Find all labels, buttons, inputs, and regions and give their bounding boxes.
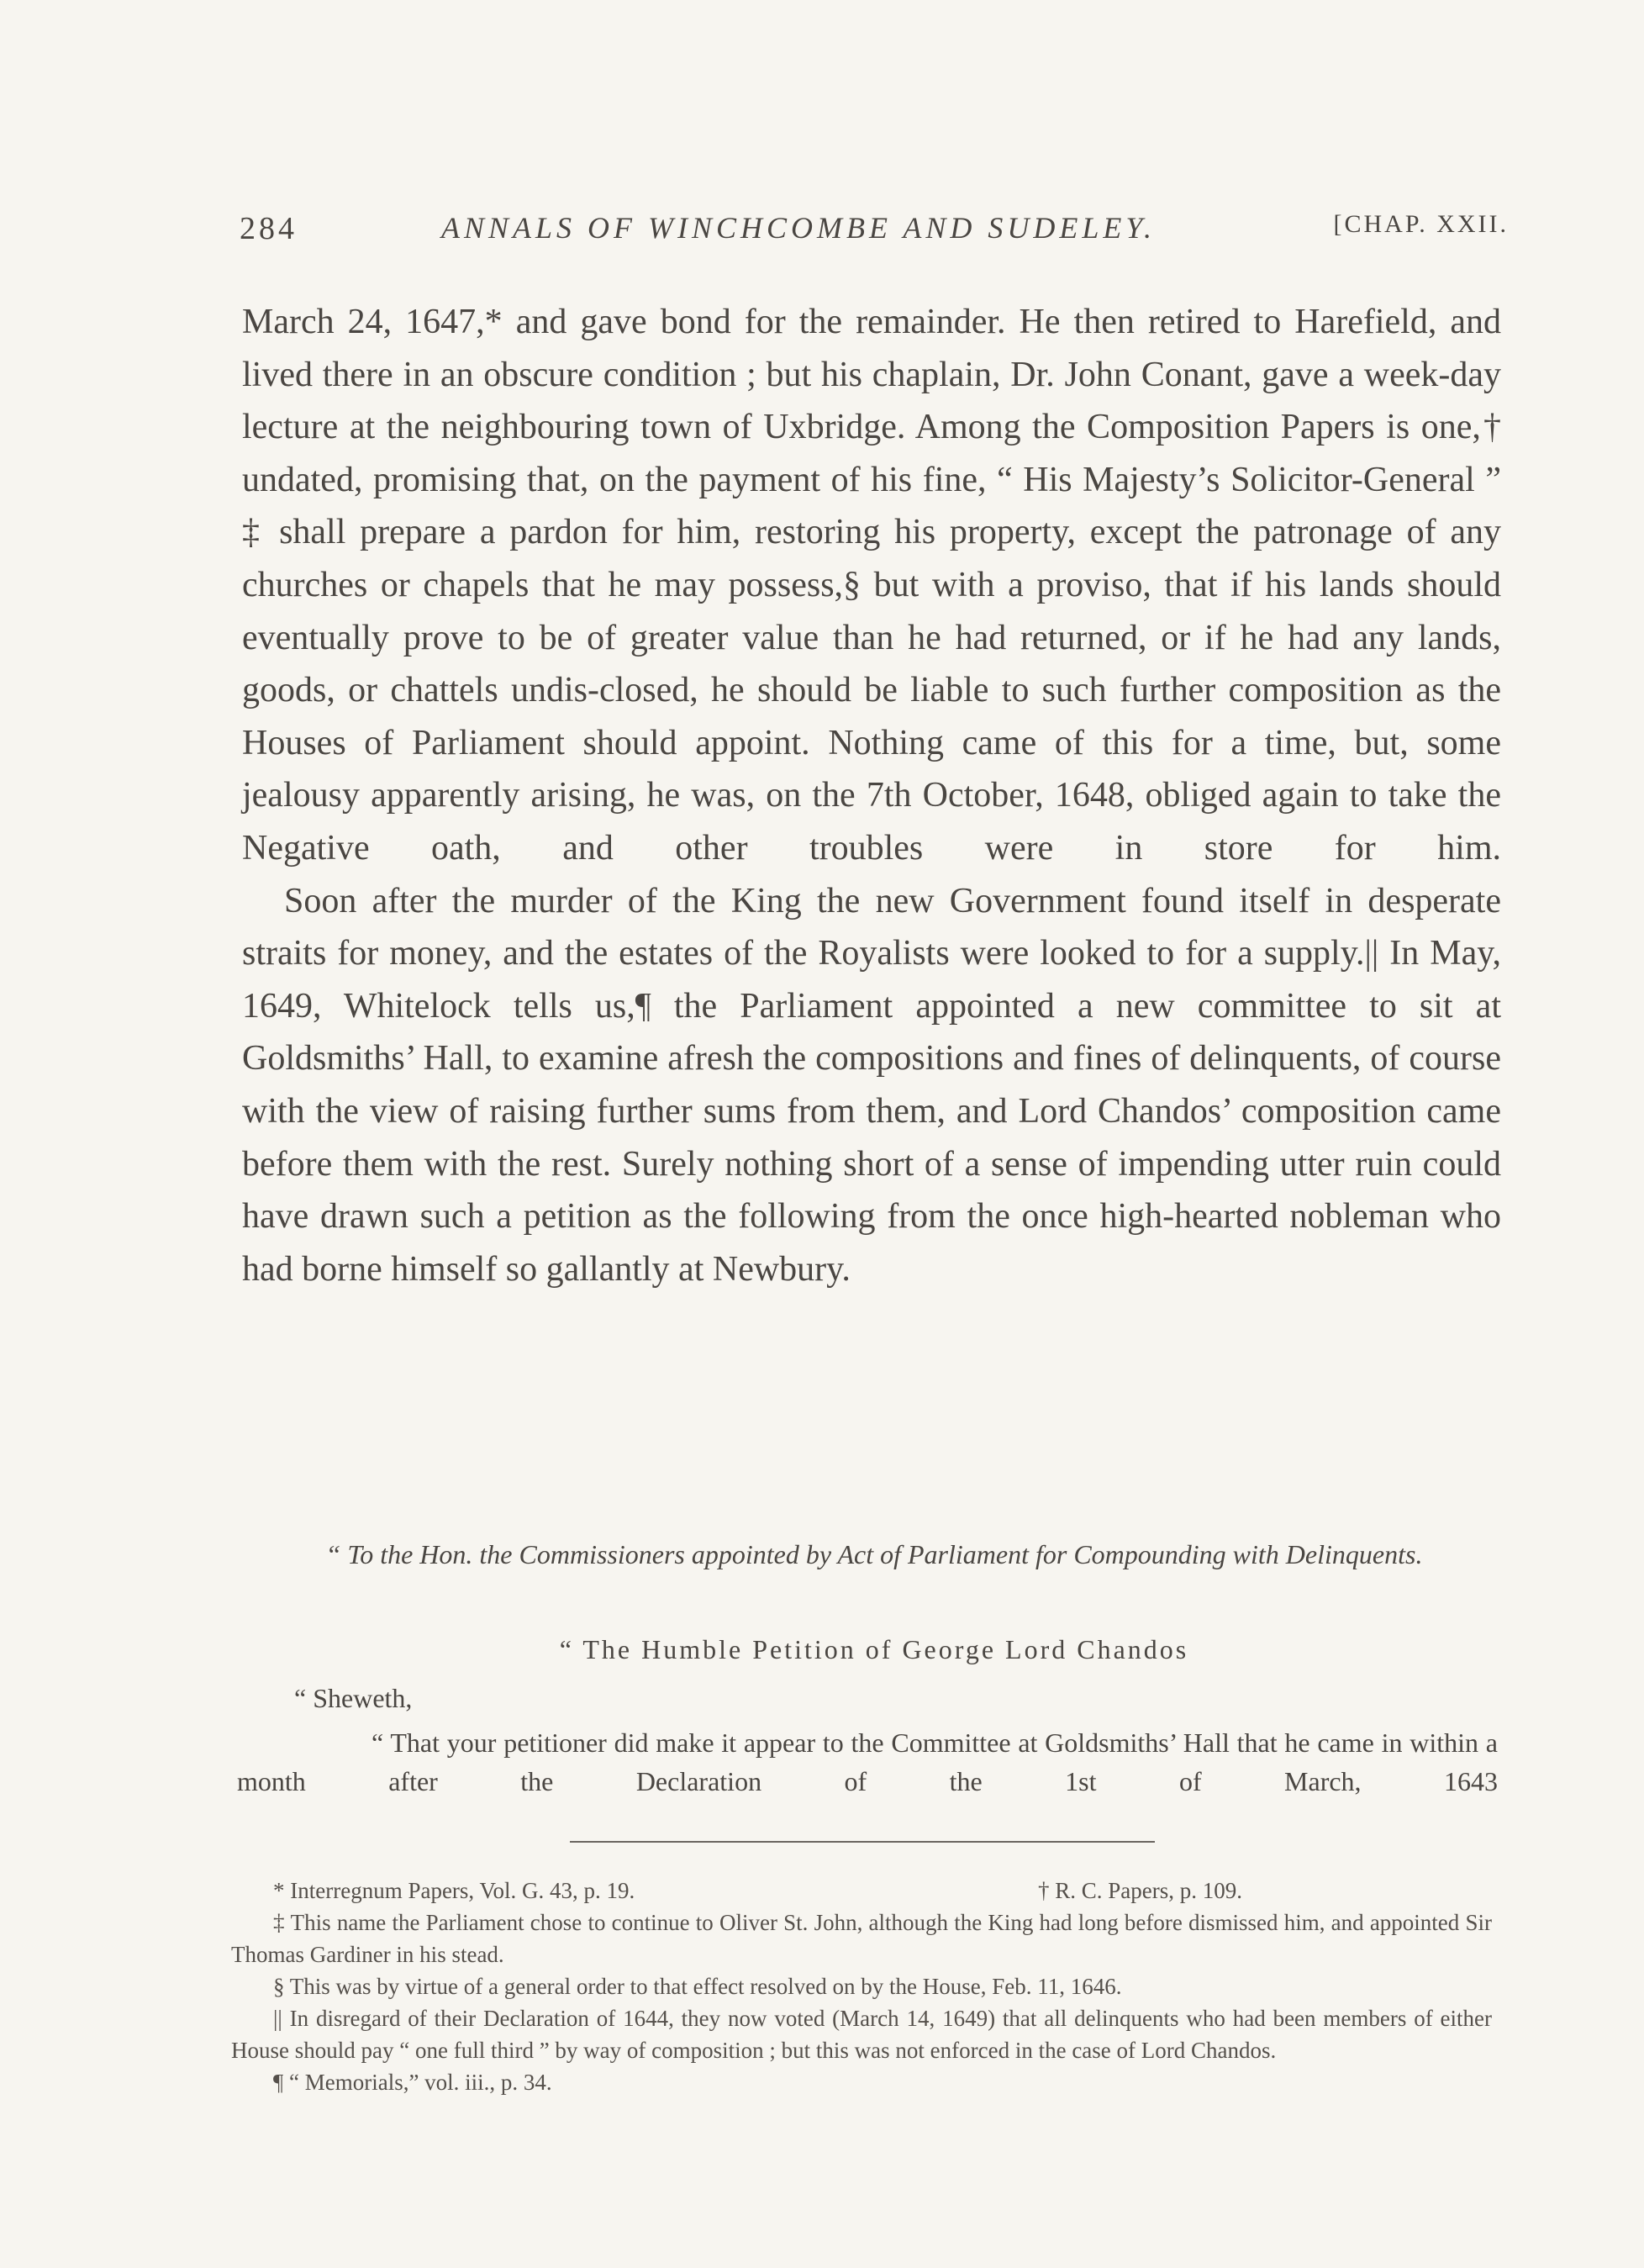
running-header — [240, 210, 1509, 261]
footnote: § This was by virtue of a general order to that effect resolved on by the House, Feb. 11, 1646. — [273, 1974, 1122, 1999]
paragraph: March 24, 1647,* and gave bond for the remainder. He then retired to Harefield, and lived there in an obscure condition ; but his chaplain, Dr. John Conant, gave a week-day lecture at the neighbouring town of Uxbridge. Among the Composition Papers is one,† undated, promising that, on the payment of his fine, “ His Majesty’s Solicitor-General ” ‡ shall prepare a pardon for him, restoring his property, except the patronage of any churches or chapels that he may possess,§ but with a proviso, that if his lands should eventually prove to be of greater value than he had returned, or if he had any lands, goods, or chattels undis-closed, he should be liable to such further composition as the Houses of Parliament should appoint. Nothing came of this for a time, but, some jealousy apparently arising, he was, on the 7th October, 1648, obliged again to take the Negative oath, and other troubles were in store for him. — [242, 303, 1501, 868]
footnote: ‡ This name the Parliament chose to continue to Oliver St. John, although the King had long before dismissed him, and appointed Sir Thomas Gardiner in his stead. — [231, 1910, 1492, 1967]
petition-heading: “ To the Hon. the Commissioners appointed by Act of Parliament for Compounding with Delinquents. — [325, 1539, 1423, 1569]
page-number: 284 — [240, 211, 298, 246]
footnotes — [231, 1875, 1492, 2098]
footnote-row — [231, 1875, 1492, 1907]
paragraph: Soon after the murder of the King the new Government found itself in desperate straits for money, and the estates of the Royalists were looked to for a supply.|| In May, 1649, Whitelock tells us,¶ the Parliament appointed a new committee to sit at Goldsmiths’ Hall, to examine afresh the compositions and fines of delinquents, of course with the view of raising further sums from them, and Lord Chandos’ composition came before them with the rest. Surely nothing short of a sense of impending utter ruin could have drawn such a petition as the following from the once high-hearted nobleman who had borne himself so gallantly at Newbury. — [242, 881, 1501, 1289]
petition-sheweth: “ Sheweth, — [294, 1683, 413, 1713]
footnote: * Interregnum Papers, Vol. G. 43, p. 19. — [273, 1878, 635, 1903]
running-title: ANNALS OF WINCHCOMBE AND SUDELEY. — [441, 211, 1157, 245]
footnote: † R. C. Papers, p. 109. — [1038, 1878, 1242, 1903]
main-text — [242, 296, 1501, 1295]
footnote: || In disregard of their Declaration of 1644, they now voted (March 14, 1649) that all delinquents who had been members of either House should pay “ one full third ” by way of composition ; but this was not enforced in the case of Lord Chandos. — [231, 2006, 1492, 2063]
chapter-label: [CHAP. XXII. — [1333, 210, 1509, 238]
footnote: ¶ “ Memorials,” vol. iii., p. 34. — [273, 2070, 552, 2095]
footnote-divider — [570, 1841, 1155, 1843]
petition-text — [237, 1723, 1498, 1801]
petition-title: “ The Humble Petition of George Lord Chandos — [559, 1634, 1189, 1664]
petition-paragraph: “ That your petitioner did make it appear to the Committee at Goldsmiths’ Hall that he came in within a month after the Declaration of the 1st of March, 1643 — [237, 1727, 1498, 1796]
